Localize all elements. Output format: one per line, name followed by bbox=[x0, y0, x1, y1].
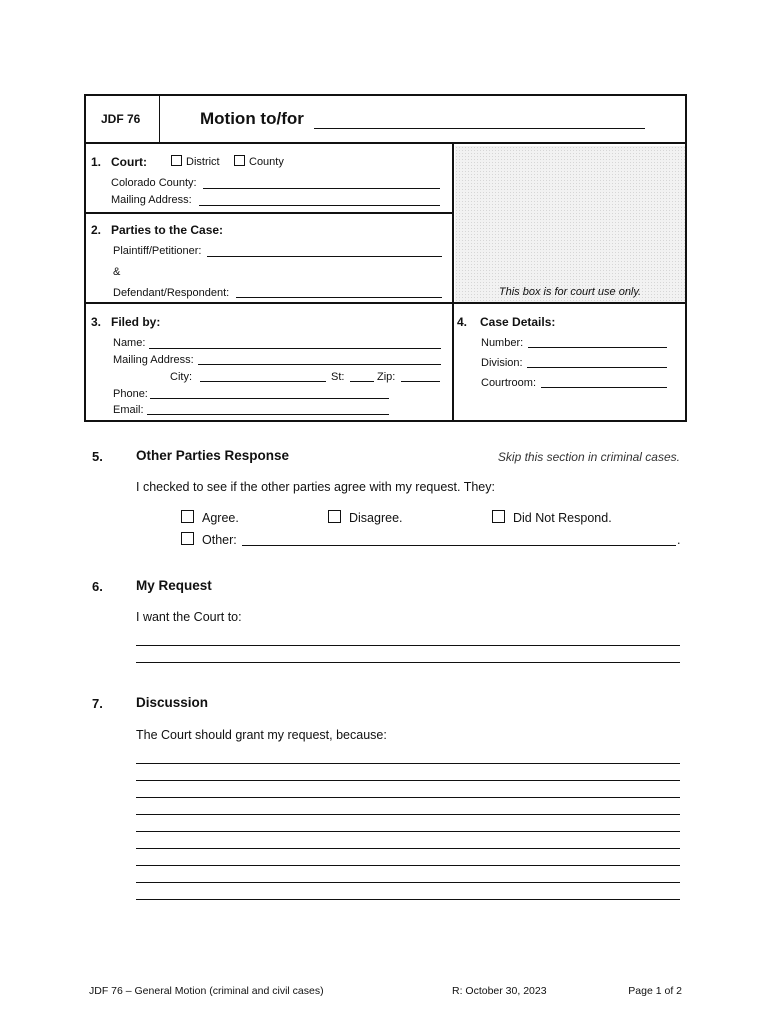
filer-name-field[interactable] bbox=[149, 348, 441, 349]
section7-number: 7. bbox=[92, 696, 103, 711]
plaintiff-field[interactable] bbox=[207, 256, 442, 257]
section3-label: Filed by: bbox=[111, 315, 161, 329]
discussion-line-2[interactable] bbox=[136, 780, 680, 781]
state-label: St: bbox=[331, 371, 345, 383]
discussion-line-6[interactable] bbox=[136, 848, 680, 849]
section5-number: 5. bbox=[92, 449, 103, 464]
court-use-box bbox=[455, 146, 685, 302]
defendant-label: Defendant/Respondent: bbox=[113, 287, 230, 299]
caption-vertical-divider bbox=[452, 144, 454, 422]
header-frame bbox=[84, 94, 687, 144]
section5-title: Other Parties Response bbox=[136, 448, 290, 463]
discussion-line-5[interactable] bbox=[136, 831, 680, 832]
zip-label: Zip: bbox=[377, 371, 396, 383]
other-field[interactable] bbox=[242, 545, 676, 546]
court-mailing-address-label: Mailing Address: bbox=[111, 194, 192, 206]
section6-prompt: I want the Court to: bbox=[136, 610, 242, 624]
colorado-county-field[interactable] bbox=[203, 188, 440, 189]
filer-name-label: Name: bbox=[113, 337, 146, 349]
section2-label: Parties to the Case: bbox=[111, 223, 224, 237]
district-label: District bbox=[186, 156, 220, 168]
section4-label: Case Details: bbox=[480, 315, 556, 329]
discussion-line-4[interactable] bbox=[136, 814, 680, 815]
agree-label: Agree. bbox=[202, 511, 239, 525]
email-label: Email: bbox=[113, 404, 144, 416]
disagree-label: Disagree. bbox=[349, 511, 403, 525]
court-use-text: This box is for court use only. bbox=[498, 286, 642, 298]
section3-number: 3. bbox=[91, 315, 102, 329]
footer-form-name: JDF 76 – General Motion (criminal and civil cases) bbox=[89, 985, 324, 997]
disagree-checkbox[interactable] bbox=[328, 510, 341, 523]
section4-number: 4. bbox=[457, 315, 468, 329]
defendant-field[interactable] bbox=[236, 297, 442, 298]
request-line-1[interactable] bbox=[136, 645, 680, 646]
discussion-line-7[interactable] bbox=[136, 865, 680, 866]
divider-1-2 bbox=[84, 212, 453, 214]
section5-prompt: I checked to see if the other parties agree with my request. They: bbox=[136, 480, 495, 494]
plaintiff-label: Plaintiff/Petitioner: bbox=[113, 245, 202, 257]
phone-label: Phone: bbox=[113, 388, 148, 400]
agree-checkbox[interactable] bbox=[181, 510, 194, 523]
city-field[interactable] bbox=[200, 381, 326, 382]
division-label: Division: bbox=[481, 357, 523, 369]
form-code: JDF 76 bbox=[101, 112, 141, 126]
case-number-label: Number: bbox=[481, 337, 524, 349]
discussion-line-3[interactable] bbox=[136, 797, 680, 798]
did-not-respond-label: Did Not Respond. bbox=[513, 511, 612, 525]
case-number-field[interactable] bbox=[528, 347, 667, 348]
other-checkbox[interactable] bbox=[181, 532, 194, 545]
footer-page-number: Page 1 of 2 bbox=[628, 985, 682, 997]
phone-field[interactable] bbox=[150, 398, 389, 399]
section1-label: Court: bbox=[111, 155, 147, 169]
section6-number: 6. bbox=[92, 579, 103, 594]
section5-note: Skip this section in criminal cases. bbox=[497, 450, 680, 464]
district-checkbox[interactable] bbox=[171, 155, 182, 166]
state-field[interactable] bbox=[350, 381, 374, 382]
colorado-county-label: Colorado County: bbox=[111, 177, 197, 189]
court-mailing-address-field[interactable] bbox=[199, 205, 440, 206]
form-title: Motion to/for bbox=[200, 109, 304, 128]
request-line-2[interactable] bbox=[136, 662, 680, 663]
section6-title: My Request bbox=[136, 578, 212, 593]
courtroom-field[interactable] bbox=[541, 387, 667, 388]
discussion-line-8[interactable] bbox=[136, 882, 680, 883]
zip-field[interactable] bbox=[401, 381, 440, 382]
footer-revision: R: October 30, 2023 bbox=[452, 985, 547, 997]
email-field[interactable] bbox=[147, 414, 389, 415]
filer-mailing-address-field[interactable] bbox=[198, 364, 441, 365]
courtroom-label: Courtroom: bbox=[481, 377, 537, 389]
discussion-line-1[interactable] bbox=[136, 763, 680, 764]
division-field[interactable] bbox=[527, 367, 667, 368]
divider-2-3 bbox=[84, 302, 687, 304]
motion-purpose-field[interactable] bbox=[314, 128, 645, 129]
section1-number: 1. bbox=[91, 155, 102, 169]
city-label: City: bbox=[170, 371, 192, 383]
county-label: County bbox=[249, 156, 284, 168]
other-period: . bbox=[677, 533, 681, 547]
ampersand: & bbox=[113, 266, 121, 278]
header-divider bbox=[159, 96, 160, 142]
section7-prompt: The Court should grant my request, because: bbox=[136, 728, 387, 742]
did-not-respond-checkbox[interactable] bbox=[492, 510, 505, 523]
section7-title: Discussion bbox=[136, 695, 209, 710]
discussion-line-9[interactable] bbox=[136, 899, 680, 900]
section2-number: 2. bbox=[91, 223, 102, 237]
county-checkbox[interactable] bbox=[234, 155, 245, 166]
filer-mailing-address-label: Mailing Address: bbox=[113, 354, 194, 366]
other-label: Other: bbox=[202, 533, 237, 547]
